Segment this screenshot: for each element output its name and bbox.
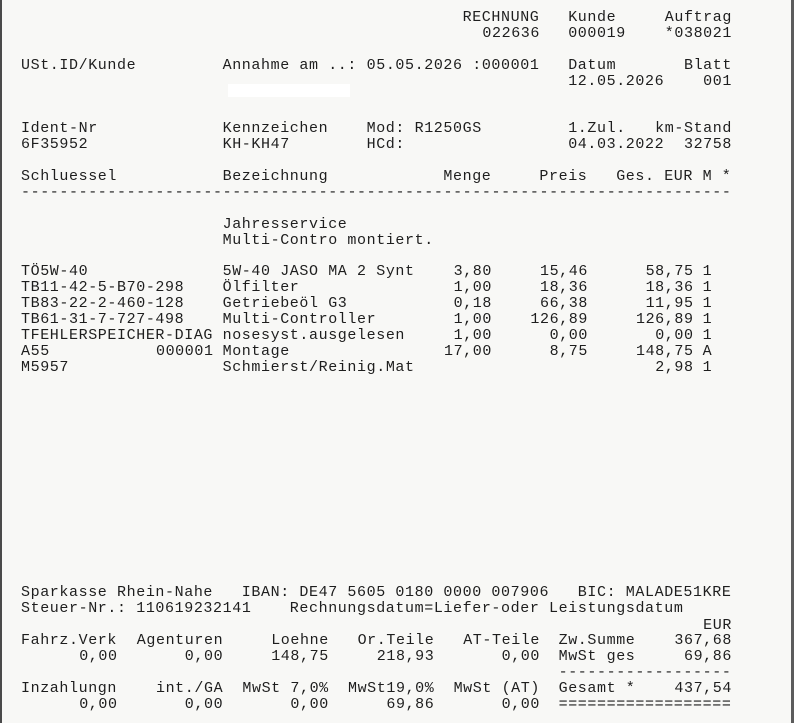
auftrag-label: Auftrag [664, 9, 732, 26]
vehicle-values-line [21, 137, 731, 153]
totals-labels-line-2 [21, 681, 731, 697]
int-ga-value: 0,00 [184, 696, 224, 713]
item-total: 148,75 [635, 343, 694, 360]
currency-label: EUR [703, 617, 732, 634]
item-price: 66,38 [539, 295, 588, 312]
totals-labels-line-1 [21, 633, 731, 649]
agenturen-value: 0,00 [184, 648, 224, 665]
kennzeichen-label: Kennzeichen [222, 120, 329, 137]
mwst-at-label: MwSt (AT) [453, 680, 540, 697]
hcd-label: HCd: [366, 136, 405, 153]
item-m-flag: 1 [702, 263, 713, 280]
blatt-value: 001 [703, 73, 732, 90]
inzahlungn-value: 0,00 [79, 696, 118, 713]
totals-rule-line [21, 665, 731, 681]
item-total: 58,75 [645, 263, 694, 280]
loehne-label: Loehne [271, 632, 329, 649]
table-row [21, 344, 731, 360]
col-header-gesamt: Ges. EUR M * [616, 168, 732, 185]
item-quantity: 3,80 [453, 263, 492, 280]
item-key: TÖ5W-40 [21, 263, 89, 280]
item-key: TB61-31-7-727-498 [21, 311, 185, 328]
totals-values-line-2 [21, 697, 731, 713]
item-quantity: 0,18 [453, 295, 492, 312]
model-text: Mod: R1250GS [366, 120, 482, 137]
item-key: TB11-42-5-B70-298 [21, 279, 185, 296]
note-text: Jahresservice [222, 216, 348, 233]
loehne-value: 148,75 [271, 648, 329, 665]
table-row [21, 280, 731, 296]
item-key: M5957 [21, 359, 70, 376]
item-total: 18,36 [645, 279, 694, 296]
item-quantity: 1,00 [453, 327, 492, 344]
datum-value: 12.05.2026 [568, 73, 665, 90]
item-description: Montage [222, 343, 290, 360]
mwst-19-label: MwSt19,0% [347, 680, 435, 697]
table-row [21, 264, 731, 280]
item-description: Getriebeöl G3 [222, 295, 348, 312]
item-key: A55 [21, 343, 50, 360]
mwst-at-value: 0,00 [501, 696, 540, 713]
single-rule: ------------------ [558, 664, 732, 681]
agenturen-label: Agenturen [136, 632, 224, 649]
bic-text: BIC: MALADE51KRE [577, 584, 732, 601]
int-ga-label: int./GA [155, 680, 224, 697]
note-text: Multi-Contro montiert. [222, 232, 434, 249]
mwst-7-label: MwSt 7,0% [242, 680, 329, 697]
kunde-label: Kunde [568, 9, 617, 26]
fahrz-verk-value: 0,00 [79, 648, 118, 665]
erstzulassung-label: 1.Zul. [568, 120, 626, 137]
bank-name: Sparkasse Rhein-Nahe [21, 584, 214, 601]
item-total: 0,00 [655, 327, 694, 344]
at-teile-label: AT-Teile [463, 632, 540, 649]
item-key: TB83-22-2-460-128 [21, 295, 185, 312]
table-row [21, 312, 731, 328]
km-stand-value: 32758 [683, 136, 732, 153]
gesamt-label: Gesamt * [558, 680, 636, 697]
invoice-sheet [21, 0, 731, 723]
steuer-nr: Steuer-Nr.: 110619232141 [21, 600, 252, 617]
zw-summe-label: Zw.Summe [558, 632, 636, 649]
item-price: 18,36 [539, 279, 588, 296]
item-m-flag: A [702, 343, 713, 360]
col-header-bezeichnung: Bezeichnung [222, 168, 329, 185]
table-header [21, 169, 731, 185]
bank-line [21, 585, 731, 601]
table-row [21, 328, 731, 344]
or-teile-value: 218,93 [376, 648, 435, 665]
annahme-text: Annahme am ..: 05.05.2026 :000001 [222, 57, 540, 74]
rechnung-number: 022636 [482, 25, 540, 42]
item-m-flag: 1 [702, 279, 713, 296]
item-total: 11,95 [645, 295, 694, 312]
item-description: nosesyst.ausgelesen [222, 327, 406, 344]
mwst-19-value: 69,86 [386, 696, 435, 713]
item-reference: 000001 [155, 343, 214, 360]
item-price: 8,75 [549, 343, 588, 360]
kennzeichen-value: KH-KH47 [222, 136, 290, 153]
table-separator [21, 185, 731, 201]
date-note: Rechnungsdatum=Liefer-oder Leistungsdatum [289, 600, 684, 617]
item-m-flag: 1 [702, 295, 713, 312]
meta-labels-line [21, 58, 731, 74]
rechnung-label: RECHNUNG [462, 9, 540, 26]
item-quantity: 1,00 [453, 279, 492, 296]
inzahlungn-label: Inzahlungn [21, 680, 118, 697]
mwst-7-value: 0,00 [290, 696, 329, 713]
or-teile-label: Or.Teile [357, 632, 435, 649]
item-description: Ölfilter [222, 279, 300, 296]
iban-text: IBAN: DE47 5605 0180 0000 007906 [241, 584, 550, 601]
ust-id-label: USt.ID/Kunde [21, 57, 137, 74]
ident-label: Ident-Nr [21, 120, 98, 137]
header-values-line [21, 26, 731, 42]
item-m-flag: 1 [702, 311, 713, 328]
note-line [21, 233, 731, 249]
at-teile-value: 0,00 [501, 648, 540, 665]
zw-summe-value: 367,68 [674, 632, 732, 649]
item-description: 5W-40 JASO MA 2 Synt [222, 263, 415, 280]
col-header-preis: Preis [539, 168, 588, 185]
vehicle-labels-line [21, 121, 731, 137]
item-description: Multi-Controller [222, 311, 377, 328]
item-key: TFEHLERSPEICHER-DIAG [21, 327, 214, 344]
fahrz-verk-label: Fahrz.Verk [21, 632, 118, 649]
mwst-ges-label: MwSt ges [558, 648, 636, 665]
blatt-label: Blatt [683, 57, 732, 74]
item-total: 126,89 [635, 311, 694, 328]
item-quantity: 1,00 [453, 311, 492, 328]
header-labels-line [21, 10, 731, 26]
auftrag-number: *038021 [664, 25, 732, 42]
mwst-ges-value: 69,86 [683, 648, 732, 665]
item-price: 0,00 [549, 327, 588, 344]
item-m-flag: 1 [702, 327, 713, 344]
item-m-flag: 1 [702, 359, 713, 376]
item-quantity: 17,00 [443, 343, 492, 360]
km-stand-label: km-Stand [655, 120, 732, 137]
col-header-menge: Menge [443, 168, 492, 185]
table-row [21, 296, 731, 312]
datum-label: Datum [568, 57, 617, 74]
col-header-schluessel: Schluessel [21, 168, 118, 185]
tax-line [21, 601, 731, 617]
item-description: Schmierst/Reinig.Mat [222, 359, 415, 376]
dashed-rule: -------------------------------------------------------------------------- [21, 184, 732, 201]
erstzulassung-value: 04.03.2022 [568, 136, 665, 153]
note-line [21, 217, 731, 233]
item-price: 126,89 [530, 311, 588, 328]
meta-values-line [21, 74, 731, 90]
table-row [21, 360, 731, 376]
kunde-number: 000019 [568, 25, 626, 42]
gesamt-value: 437,54 [674, 680, 732, 697]
item-price: 15,46 [539, 263, 588, 280]
item-total: 2,98 [655, 359, 694, 376]
totals-values-line-1 [21, 649, 731, 665]
ident-value: 6F35952 [21, 136, 89, 153]
double-rule: ================== [558, 696, 732, 713]
